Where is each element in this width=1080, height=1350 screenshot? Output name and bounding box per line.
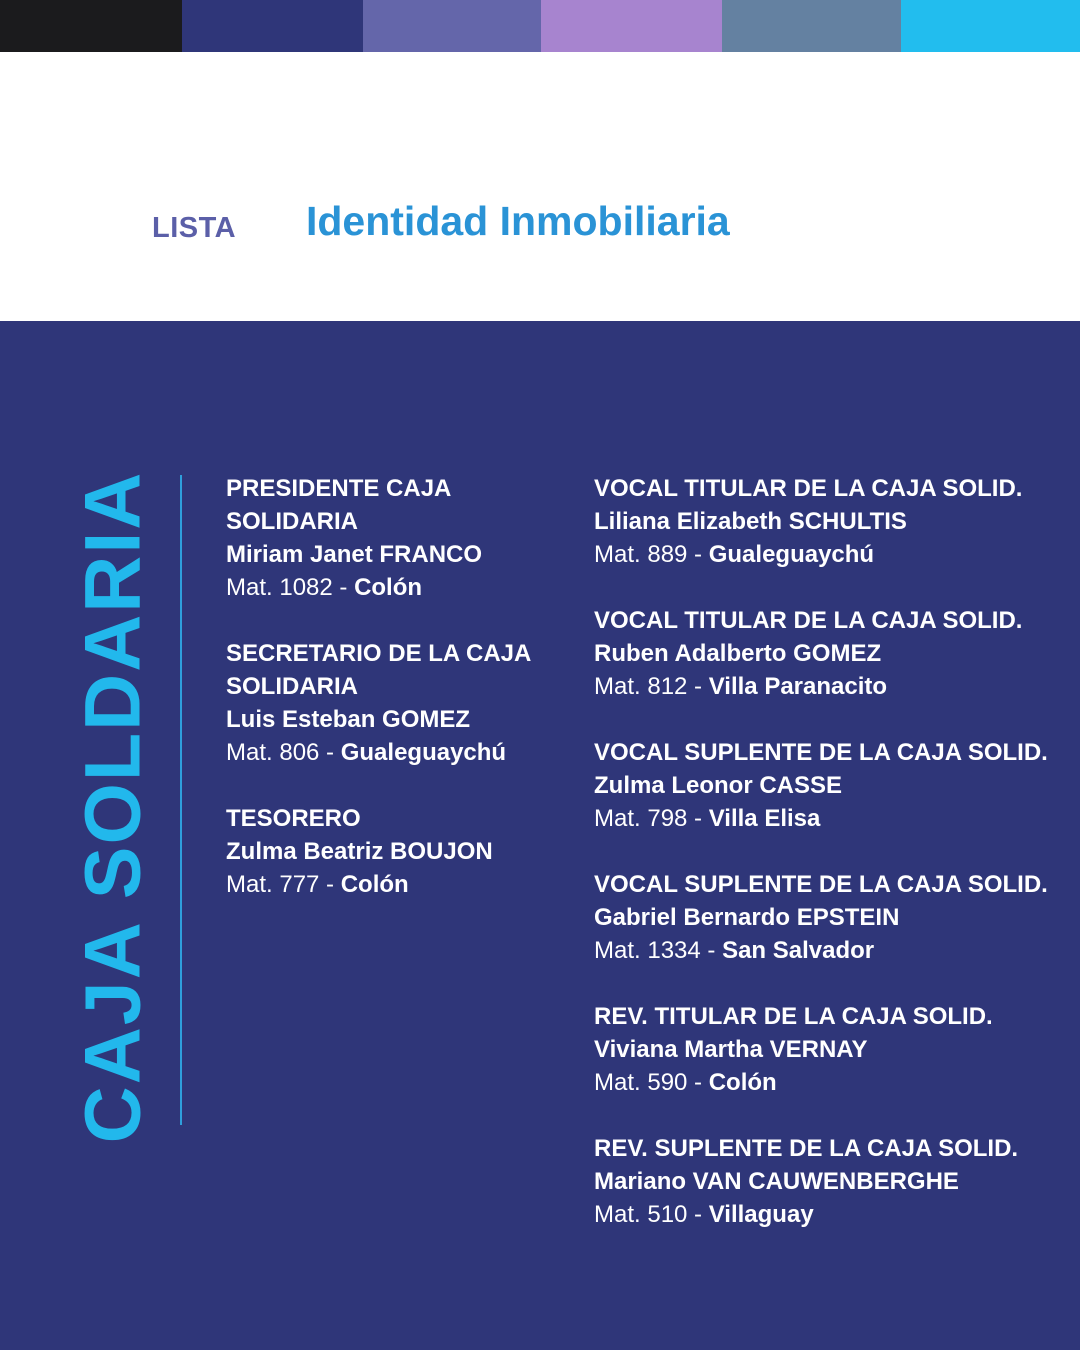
member-entry xyxy=(226,802,576,901)
member-city: Colón xyxy=(708,1069,777,1096)
color-swatch xyxy=(0,0,182,52)
section-title: CAJA SOLDARIA xyxy=(67,470,157,1144)
member-role: TESORERO xyxy=(226,805,361,832)
member-role: REV. SUPLENTE DE LA CAJA SOLID. xyxy=(594,1135,1019,1162)
member-city: Villa Paranacito xyxy=(708,673,888,700)
member-mat: Mat. 812 - xyxy=(594,673,709,700)
color-swatch xyxy=(722,0,901,52)
member-role: SECRETARIO DE LA CAJA SOLIDARIA xyxy=(226,640,531,700)
member-mat: Mat. 1334 - xyxy=(594,937,723,964)
member-mat: Mat. 1082 - xyxy=(226,574,355,601)
member-registration xyxy=(594,1198,1064,1231)
member-role: VOCAL TITULAR DE LA CAJA SOLID. xyxy=(594,475,1023,502)
member-mat: Mat. 889 - xyxy=(594,541,709,568)
member-city: San Salvador xyxy=(722,937,875,964)
member-role: VOCAL SUPLENTE DE LA CAJA SOLID. xyxy=(594,739,1048,766)
member-city: Gualeguaychú xyxy=(340,739,507,766)
member-entry xyxy=(226,472,576,604)
divider xyxy=(180,475,182,1125)
member-registration xyxy=(594,1066,1064,1099)
member-entry xyxy=(594,604,1064,703)
member-city: Villaguay xyxy=(708,1201,814,1228)
member-mat: Mat. 590 - xyxy=(594,1069,709,1096)
member-name: Viviana Martha VERNAY xyxy=(594,1036,868,1063)
member-entry xyxy=(594,1132,1064,1231)
member-city: Villa Elisa xyxy=(708,805,821,832)
lista-name: Identidad Inmobiliaria xyxy=(306,198,730,244)
member-registration xyxy=(226,736,576,769)
member-mat: Mat. 806 - xyxy=(226,739,341,766)
left-column xyxy=(226,472,576,934)
color-swatch xyxy=(363,0,541,52)
member-city: Colón xyxy=(354,574,423,601)
member-role: PRESIDENTE CAJA SOLIDARIA xyxy=(226,475,451,535)
member-entry xyxy=(594,1000,1064,1099)
member-registration xyxy=(594,538,1064,571)
right-column xyxy=(594,472,1064,1264)
color-strip xyxy=(0,0,1080,52)
member-registration xyxy=(594,670,1064,703)
member-role: VOCAL SUPLENTE DE LA CAJA SOLID. xyxy=(594,871,1048,898)
member-city: Gualeguaychú xyxy=(708,541,875,568)
member-mat: Mat. 510 - xyxy=(594,1201,709,1228)
color-swatch xyxy=(901,0,1080,52)
member-mat: Mat. 798 - xyxy=(594,805,709,832)
member-entry xyxy=(594,868,1064,967)
member-name: Gabriel Bernardo EPSTEIN xyxy=(594,904,900,931)
member-name: Luis Esteban GOMEZ xyxy=(226,706,471,733)
member-city: Colón xyxy=(340,871,409,898)
member-role: VOCAL TITULAR DE LA CAJA SOLID. xyxy=(594,607,1023,634)
header xyxy=(0,52,1080,321)
member-name: Zulma Leonor CASSE xyxy=(594,772,843,799)
color-swatch xyxy=(541,0,722,52)
member-name: Mariano VAN CAUWENBERGHE xyxy=(594,1168,959,1195)
color-swatch xyxy=(182,0,363,52)
member-name: Liliana Elizabeth SCHULTIS xyxy=(594,508,907,535)
member-role: REV. TITULAR DE LA CAJA SOLID. xyxy=(594,1003,993,1030)
member-name: Ruben Adalberto GOMEZ xyxy=(594,640,882,667)
member-entry xyxy=(594,472,1064,571)
member-registration xyxy=(594,934,1064,967)
member-name: Zulma Beatriz BOUJON xyxy=(226,838,493,865)
member-registration xyxy=(226,571,576,604)
member-mat: Mat. 777 - xyxy=(226,871,341,898)
member-registration xyxy=(226,868,576,901)
member-registration xyxy=(594,802,1064,835)
member-entry xyxy=(226,637,576,769)
member-entry xyxy=(594,736,1064,835)
lista-label: LISTA xyxy=(152,212,237,244)
member-name: Miriam Janet FRANCO xyxy=(226,541,483,568)
